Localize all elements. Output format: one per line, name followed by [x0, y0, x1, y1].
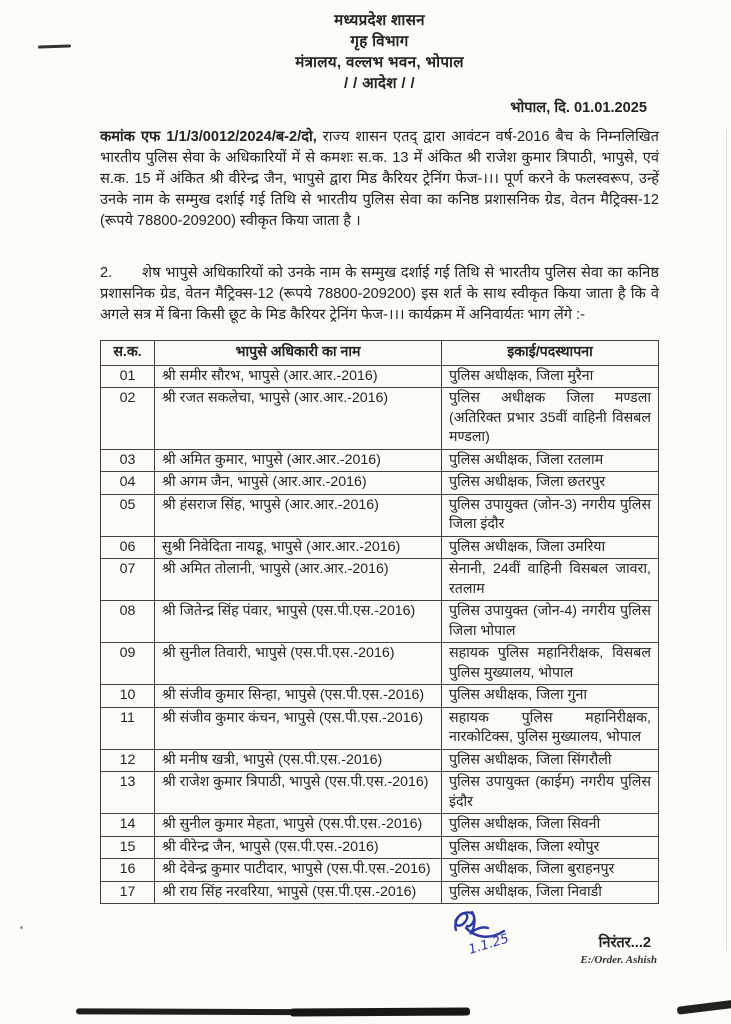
paragraph-condition: [100, 263, 659, 326]
cell-officer-name: श्री समीर सौरभ, भापुसे (आर.आर.-2016): [155, 365, 442, 388]
cell-officer-name: श्री अगम जैन, भापुसे (आर.आर.-2016): [155, 472, 442, 495]
department-title: गृह विभाग: [350, 33, 409, 50]
cell-unit-posting: पुलिस अधीक्षक, जिला निवाडी: [442, 881, 659, 904]
table-row: [101, 472, 659, 495]
table-row: [101, 836, 659, 859]
officers-table-body: [101, 365, 659, 904]
order-reference-number: कमांक एफ 1/1/3/0012/2024/ब-2/दो,: [100, 129, 317, 145]
paragraph-number: 2.: [100, 265, 113, 281]
cell-unit-posting: सहायक पुलिस महानिरीक्षक, नारकोटिक्स, पुलिस मुख्यालय, भोपाल: [442, 707, 659, 749]
table-row: [101, 772, 659, 814]
table-row: [101, 707, 659, 749]
cell-officer-name: श्री सुनील तिवारी, भापुसे (एस.पी.एस.-2016): [155, 643, 442, 685]
cell-unit-posting: पुलिस अधीक्षक, जिला गुना: [442, 685, 659, 708]
table-row: [101, 859, 659, 882]
cell-serial: 06: [101, 536, 155, 559]
cell-officer-name: श्री संजीव कुमार सिन्हा, भापुसे (एस.पी.एस.-2016): [155, 685, 442, 708]
cell-serial: 02: [101, 388, 155, 450]
cell-officer-name: श्री रजत सकलेचा, भापुसे (आर.आर.-2016): [155, 388, 442, 450]
table-row: [101, 449, 659, 472]
scan-edge-line: [726, 130, 727, 950]
table-row: [101, 685, 659, 708]
cell-officer-name: श्री हंसराज सिंह, भापुसे (आर.आर.-2016): [155, 494, 442, 536]
cell-officer-name: श्री संजीव कुमार कंचन, भापुसे (एस.पी.एस.-2016): [155, 707, 442, 749]
cell-serial: 04: [101, 472, 155, 495]
cell-officer-name: श्री अमित कुमार, भापुसे (आर.आर.-2016): [155, 449, 442, 472]
file-reference: E:/Order. Ashish: [580, 954, 657, 966]
cell-serial: 03: [101, 449, 155, 472]
cell-unit-posting: पुलिस अधीक्षक जिला मण्डला (अतिरिक्त प्रभार 35वीं वाहिनी विसबल मण्डला): [442, 388, 659, 450]
cell-serial: 08: [101, 601, 155, 643]
cell-unit-posting: पुलिस अधीक्षक, जिला उमरिया: [442, 536, 659, 559]
signature-date: 1.1.25: [466, 931, 511, 958]
cell-serial: 09: [101, 643, 155, 685]
cell-unit-posting: सेनानी, 24वीं वाहिनी विसबल जावरा, रतलाम: [442, 559, 659, 601]
order-body-text: राज्य शासन एतद् द्वारा आवंटन वर्ष-2016 बैच के निम्नलिखित भारतीय पुलिस सेवा के अधिकारियों में से कमशः स.क. 13 में अंकित श्री राजेश कुमार त्रिपाठी, भापुसे, एवं स.क. 15 में अंकित श्री वीरेन्द्र जैन, भापुसे द्वारा मिड कैरियर ट्रेनिंग फेज-।।। पूर्ण करने के फलस्वरूप, उन्हें उनके नाम के सम्मुख दर्शाई गई तिथि से भारतीय पुलिस सेवा का कनिष्ठ प्रशासनिक ग्रेड, वेतन मैट्रिक्स-12 (रूपये 78800-209200) स्वीकृत किया जाता है ।: [100, 129, 659, 229]
cell-serial: 07: [101, 559, 155, 601]
cell-unit-posting: पुलिस अधीक्षक, जिला श्योपुर: [442, 836, 659, 859]
table-row: [101, 643, 659, 685]
cell-unit-posting: पुलिस अधीक्षक, जिला छतरपुर: [442, 472, 659, 495]
cell-serial: 17: [101, 881, 155, 904]
cell-unit-posting: सहायक पुलिस महानिरीक्षक, विसबल पुलिस मुख्यालय, भोपाल: [442, 643, 659, 685]
table-row: [101, 749, 659, 772]
cell-unit-posting: पुलिस अधीक्षक, जिला रतलाम: [442, 449, 659, 472]
column-header-serial: स.क.: [101, 341, 155, 366]
cell-unit-posting: पुलिस उपायुक्त (जोन-3) नगरीय पुलिस जिला इंदौर: [442, 494, 659, 536]
table-row: [101, 365, 659, 388]
paragraph-order: [100, 127, 659, 232]
table-row: [101, 388, 659, 450]
document-footer: [100, 908, 659, 980]
column-header-officer-name: भापुसे अधिकारी का नाम: [155, 341, 442, 366]
cell-officer-name: श्री वीरेन्द्र जैन, भापुसे (एस.पी.एस.-2016): [155, 836, 442, 859]
cell-serial: 16: [101, 859, 155, 882]
cell-serial: 15: [101, 836, 155, 859]
signature-scribble: [442, 904, 562, 966]
cell-serial: 14: [101, 814, 155, 837]
paragraph-condition-text: शेष भापुसे अधिकारियों को उनके नाम के सम्मुख दर्शाई गई तिथि से भारतीय पुलिस सेवा का कनिष्ठ प्रशासनिक ग्रेड, वेतन मैट्रिक्स-12 (रूपये 78800-209200) इस शर्त के साथ स्वीकृत किया जाता है कि वे अगले सत्र में बिना किसी छूट के मिड कैरियर ट्रेनिंग फेज-।।। कार्यक्रम में अनिवार्यतः भाग लेंगे :-: [100, 265, 659, 323]
cell-officer-name: श्री सुनील कुमार मेहता, भापुसे (एस.पी.एस.-2016): [155, 814, 442, 837]
officers-table-head: [101, 341, 659, 366]
table-row: [101, 601, 659, 643]
table-row: [101, 559, 659, 601]
document-header: [100, 10, 659, 94]
cell-officer-name: श्री राजेश कुमार त्रिपाठी, भापुसे (एस.पी.एस.-2016): [155, 772, 442, 814]
cell-unit-posting: पुलिस उपायुक्त (जोन-4) नगरीय पुलिस जिला भोपाल: [442, 601, 659, 643]
table-header-row: [101, 341, 659, 366]
scan-bottom-bar-dark: [290, 1008, 470, 1017]
cell-officer-name: श्री मनीष खत्री, भापुसे (एस.पी.एस.-2016): [155, 749, 442, 772]
continuation-note: निरंतर...2: [598, 935, 651, 951]
signature-loop: [455, 912, 474, 930]
cell-unit-posting: पुलिस अधीक्षक, जिला मुरैना: [442, 365, 659, 388]
table-row: [101, 881, 659, 904]
cell-serial: 05: [101, 494, 155, 536]
cell-officer-name: श्री देवेन्द्र कुमार पाटीदार, भापुसे (एस.पी.एस.-2016): [155, 859, 442, 882]
cell-unit-posting: पुलिस अधीक्षक, जिला सिंगरौली: [442, 749, 659, 772]
cell-serial: 10: [101, 685, 155, 708]
table-row: [101, 814, 659, 837]
column-header-unit-posting: इकाई/पदस्थापना: [442, 341, 659, 366]
cell-unit-posting: पुलिस अधीक्षक, जिला सिवनी: [442, 814, 659, 837]
cell-serial: 11: [101, 707, 155, 749]
cell-unit-posting: पुलिस अधीक्षक, जिला बुराहनपुर: [442, 859, 659, 882]
cell-serial: 13: [101, 772, 155, 814]
cell-officer-name: सुश्री निवेदिता नायडू, भापुसे (आर.आर.-2016): [155, 536, 442, 559]
cell-officer-name: श्री अमित तोलानी, भापुसे (आर.आर.-2016): [155, 559, 442, 601]
cell-serial: 01: [101, 365, 155, 388]
cell-officer-name: श्री राय सिंह नरवरिया, भापुसे (एस.पी.एस.-2016): [155, 881, 442, 904]
cell-serial: 12: [101, 749, 155, 772]
cell-unit-posting: पुलिस उपायुक्त (काईम) नगरीय पुलिस इंदौर: [442, 772, 659, 814]
scan-corner-mark: [677, 999, 731, 1014]
table-row: [101, 494, 659, 536]
government-title: मध्यप्रदेश शासन: [334, 12, 425, 29]
ministry-address: मंत्रालय, वल्लभ भवन, भोपाल: [295, 54, 464, 71]
table-row: [101, 536, 659, 559]
order-heading: / / आदेश / /: [344, 75, 415, 92]
cell-officer-name: श्री जितेन्द्र सिंह पंवार, भापुसे (एस.पी.एस.-2016): [155, 601, 442, 643]
officers-table: [100, 340, 659, 904]
place-date: भोपाल, दि. 01.01.2025: [510, 100, 647, 116]
scan-speck: [20, 926, 23, 929]
